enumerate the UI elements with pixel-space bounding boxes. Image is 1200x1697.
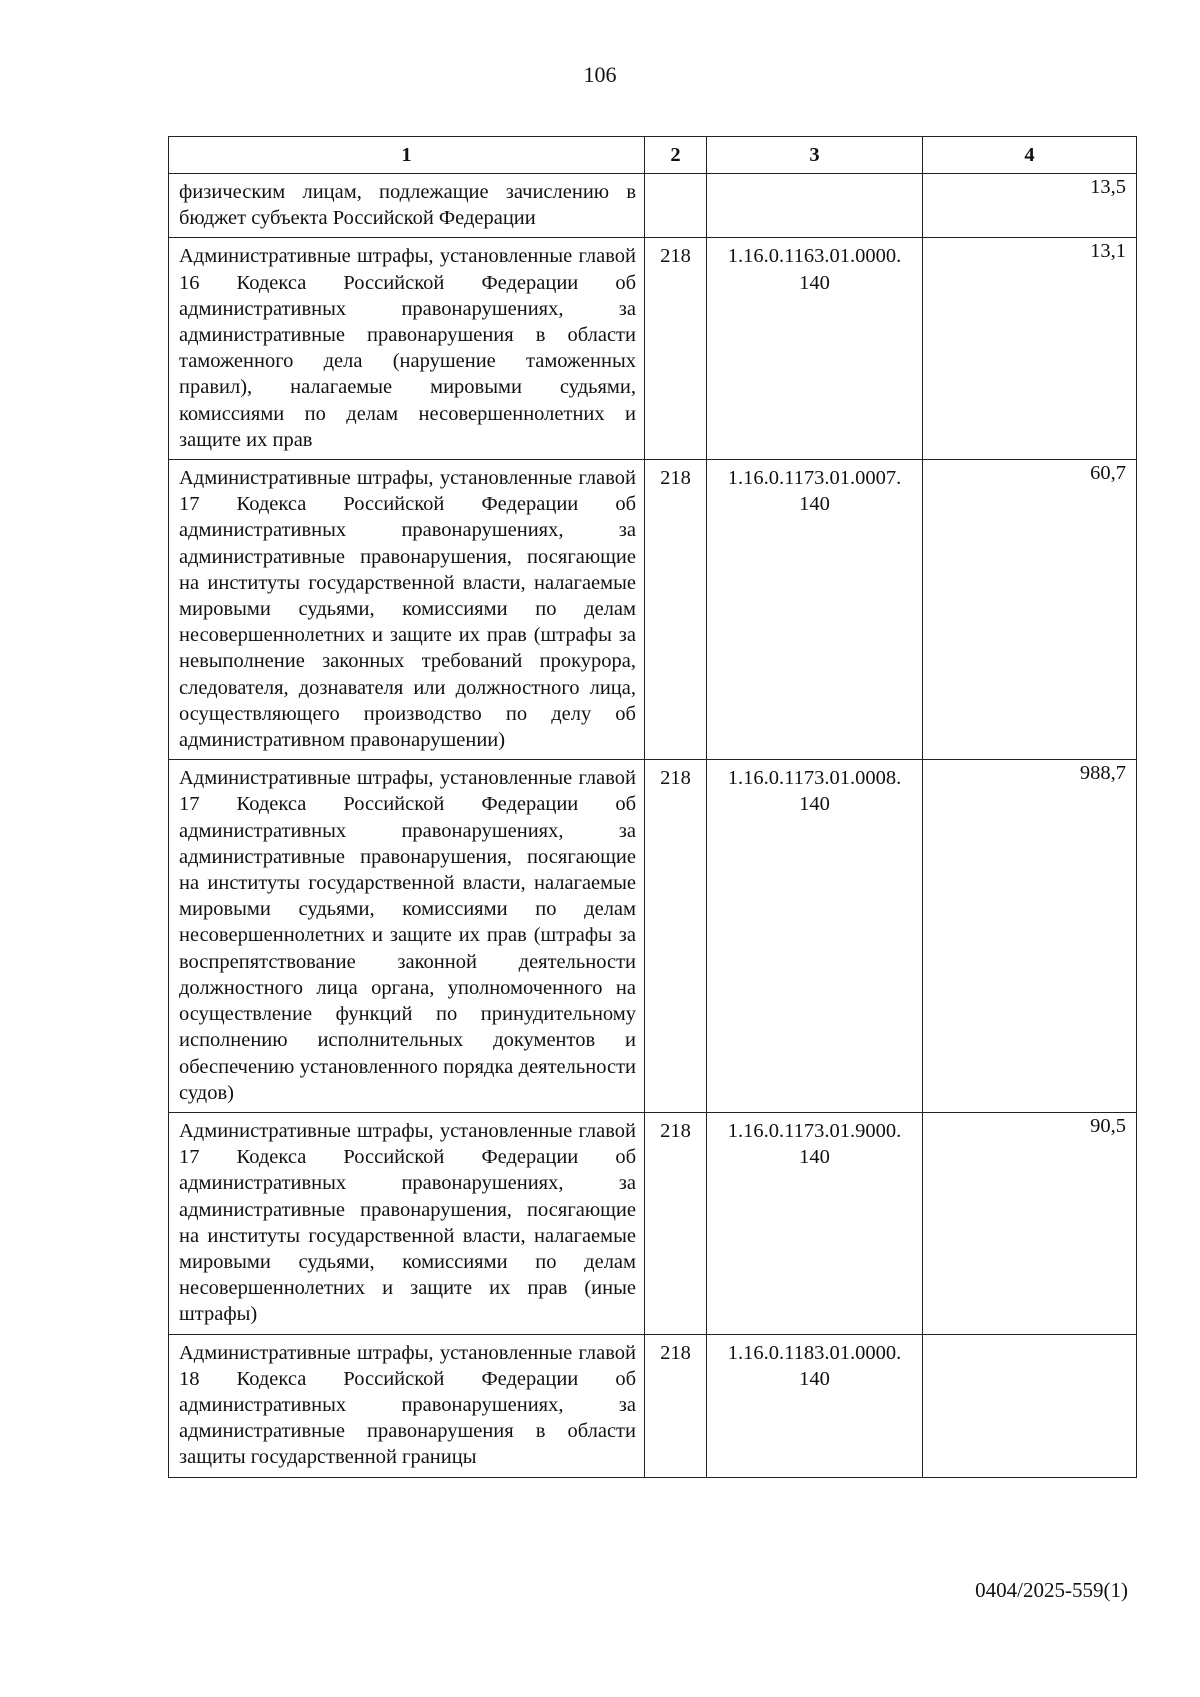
- row-admin-code: 218: [645, 1112, 707, 1334]
- row-amount: 988,7: [923, 760, 1137, 1113]
- row-budget-code: 1.16.0.1163.01.0000. 140: [707, 238, 923, 460]
- row-budget-code: 1.16.0.1173.01.0007. 140: [707, 460, 923, 760]
- table-row: [169, 1334, 1137, 1477]
- column-header-4: 4: [923, 137, 1137, 174]
- row-description: физическим лицам, подлежащие зачислению в бюджет субъекта Российской Федерации: [169, 174, 645, 238]
- table-header-row: [169, 137, 1137, 174]
- column-header-3: 3: [707, 137, 923, 174]
- row-description: Административные штрафы, установленные главой 18 Кодекса Российской Федерации об административных правонарушениях, за административные правонарушения в области защиты государственной границы: [169, 1334, 645, 1477]
- row-amount: 60,7: [923, 460, 1137, 760]
- row-budget-code: [707, 174, 923, 238]
- document-id: 0404/2025-559(1): [975, 1578, 1128, 1602]
- table-row: [169, 760, 1137, 1113]
- row-description: Административные штрафы, установленные главой 17 Кодекса Российской Федерации об административных правонарушениях, за административные правонарушения, посягающие на институты государственной власти, налагаемые мировыми судьями, комиссиями по делам несовершеннолетних и защите их прав (штрафы за невыполнение законных требований прокурора, следователя, дознавателя или должностного лица, осуществляющего производство по делу об административном правонарушении): [169, 460, 645, 760]
- column-header-1: 1: [169, 137, 645, 174]
- row-budget-code: 1.16.0.1183.01.0000. 140: [707, 1334, 923, 1477]
- revenue-table: [168, 136, 1137, 1478]
- page-number: 106: [583, 62, 617, 87]
- row-description: Административные штрафы, установленные главой 16 Кодекса Российской Федерации об административных правонарушениях, за административные правонарушения в области таможенного дела (нарушение таможенных правил), налагаемые мировыми судьями, комиссиями по делам несовершеннолетних и защите их прав: [169, 238, 645, 460]
- row-admin-code: 218: [645, 1334, 707, 1477]
- row-admin-code: 218: [645, 760, 707, 1113]
- row-admin-code: 218: [645, 460, 707, 760]
- row-amount: [923, 1334, 1137, 1477]
- table-row: [169, 238, 1137, 460]
- row-amount: 90,5: [923, 1112, 1137, 1334]
- row-description: Административные штрафы, установленные главой 17 Кодекса Российской Федерации об административных правонарушениях, за административные правонарушения, посягающие на институты государственной власти, налагаемые мировыми судьями, комиссиями по делам несовершеннолетних и защите их прав (иные штрафы): [169, 1112, 645, 1334]
- table-row: [169, 174, 1137, 238]
- column-header-2: 2: [645, 137, 707, 174]
- table-row: [169, 460, 1137, 760]
- row-admin-code: [645, 174, 707, 238]
- row-description: Административные штрафы, установленные главой 17 Кодекса Российской Федерации об административных правонарушениях, за административные правонарушения, посягающие на институты государственной власти, налагаемые мировыми судьями, комиссиями по делам несовершеннолетних и защите их прав (штрафы за воспрепятствование законной деятельности должностного лица органа, уполномоченного на осуществление функций по принудительному исполнению исполнительных документов и обеспечению установленного порядка деятельности судов): [169, 760, 645, 1113]
- table-row: [169, 1112, 1137, 1334]
- row-budget-code: 1.16.0.1173.01.0008. 140: [707, 760, 923, 1113]
- row-admin-code: 218: [645, 238, 707, 460]
- row-budget-code: 1.16.0.1173.01.9000. 140: [707, 1112, 923, 1334]
- row-amount: 13,5: [923, 174, 1137, 238]
- row-amount: 13,1: [923, 238, 1137, 460]
